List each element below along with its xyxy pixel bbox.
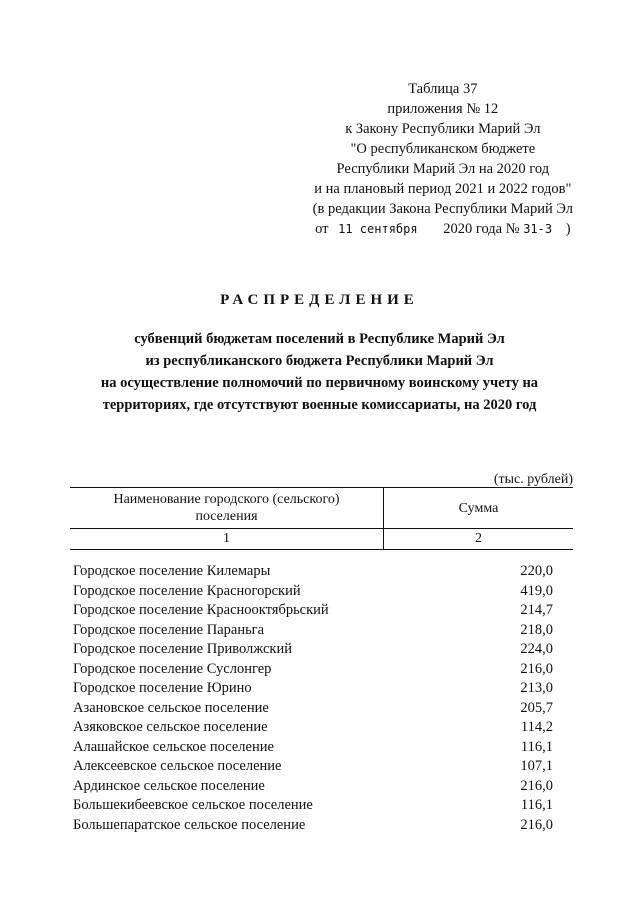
subvention-amount: 214,7 (520, 602, 553, 618)
column-header-name-line: Наименование городского (сельского) (113, 492, 340, 507)
header-line: и на плановый период 2021 и 2022 годов" (314, 181, 572, 197)
settlement-name: Азяковское сельское поселение (73, 719, 268, 735)
subtitle-line: территориях, где отсутствуют военные комиссариаты, на 2020 год (102, 397, 537, 413)
settlement-name: Городское поселение Приволжский (73, 641, 293, 657)
table-row (73, 660, 553, 680)
subvention-amount: 419,0 (520, 582, 553, 599)
header-line: приложения № 12 (387, 101, 499, 117)
subvention-amount: 218,0 (520, 621, 553, 638)
table-row (73, 699, 553, 719)
settlement-name: Городское поселение Краснооктябрьский (73, 602, 329, 618)
document-subtitle (0, 328, 639, 416)
date-year: 2020 года № (443, 221, 520, 237)
settlement-name: Ардинское сельское поселение (73, 777, 265, 794)
subvention-amount: 107,1 (520, 758, 553, 774)
table-row (73, 757, 553, 777)
settlement-name: Большепаратское сельское поселение (73, 816, 306, 833)
settlement-name: Городское поселение Килемары (73, 563, 271, 579)
table-row (73, 582, 553, 602)
column-number-row (70, 529, 573, 550)
subvention-amount: 213,0 (520, 680, 553, 696)
column-number-1: 1 (70, 529, 384, 549)
settlement-name: Большекибеевское сельское поселение (73, 797, 313, 813)
settlement-name: Городское поселение Параньга (73, 621, 265, 638)
subvention-amount: 216,0 (520, 660, 553, 677)
subtitle-line: субвенций бюджетам поселений в Республике Марий Эл (134, 331, 505, 347)
subvention-amount: 216,0 (520, 777, 553, 794)
settlement-name: Городское поселение Красногорский (73, 582, 301, 599)
table-row (73, 601, 553, 621)
document-header (313, 79, 573, 239)
column-header-name (70, 488, 384, 528)
date-close: ) (565, 221, 571, 237)
subvention-amount: 116,1 (520, 738, 553, 755)
table-body (73, 562, 553, 835)
table-row (73, 718, 553, 738)
table-row (73, 640, 553, 660)
settlement-name: Алексеевское сельское поселение (73, 758, 282, 774)
column-header-name-line: поселения (195, 509, 258, 524)
settlement-name: Алашайское сельское поселение (73, 738, 274, 755)
table-row (73, 562, 553, 582)
subtitle-line: на осуществление полномочий по первичному воинскому учету на (100, 375, 539, 391)
table-row (73, 777, 553, 797)
settlement-name: Городское поселение Юрино (73, 680, 252, 696)
column-number-2: 2 (475, 531, 482, 546)
settlement-name: Азановское сельское поселение (73, 699, 269, 716)
header-line: к Закону Республики Марий Эл (345, 121, 541, 137)
table-row (73, 679, 553, 699)
table-row (73, 738, 553, 758)
table-header (70, 487, 573, 550)
subvention-amount: 114,2 (520, 719, 553, 735)
table-row (73, 816, 553, 836)
header-line: (в редакции Закона Республики Марий Эл (312, 201, 573, 217)
subvention-amount: 224,0 (520, 641, 553, 657)
settlement-name: Городское поселение Суслонгер (73, 660, 272, 677)
header-line: Республики Марий Эл на 2020 год (336, 161, 550, 177)
document-title: РАСПРЕДЕЛЕНИЕ (220, 292, 419, 308)
header-line: "О республиканском бюджете (350, 141, 536, 157)
subvention-amount: 116,1 (520, 797, 553, 813)
header-date-line (313, 219, 573, 239)
table-row (73, 621, 553, 641)
subvention-amount: 216,0 (520, 816, 553, 833)
law-number: 31-З (523, 222, 553, 236)
header-line: Таблица 37 (408, 81, 478, 97)
date-prefix: от (315, 221, 329, 237)
subtitle-line: из республиканского бюджета Республики Марий Эл (145, 353, 494, 369)
column-header-sum: Сумма (458, 500, 499, 516)
date-day: 11 сентября (338, 222, 418, 236)
subvention-amount: 205,7 (520, 699, 553, 716)
subvention-amount: 220,0 (520, 563, 553, 579)
units-label: (тыс. рублей) (493, 472, 573, 487)
column-header-row (70, 488, 573, 529)
table-row (73, 796, 553, 816)
